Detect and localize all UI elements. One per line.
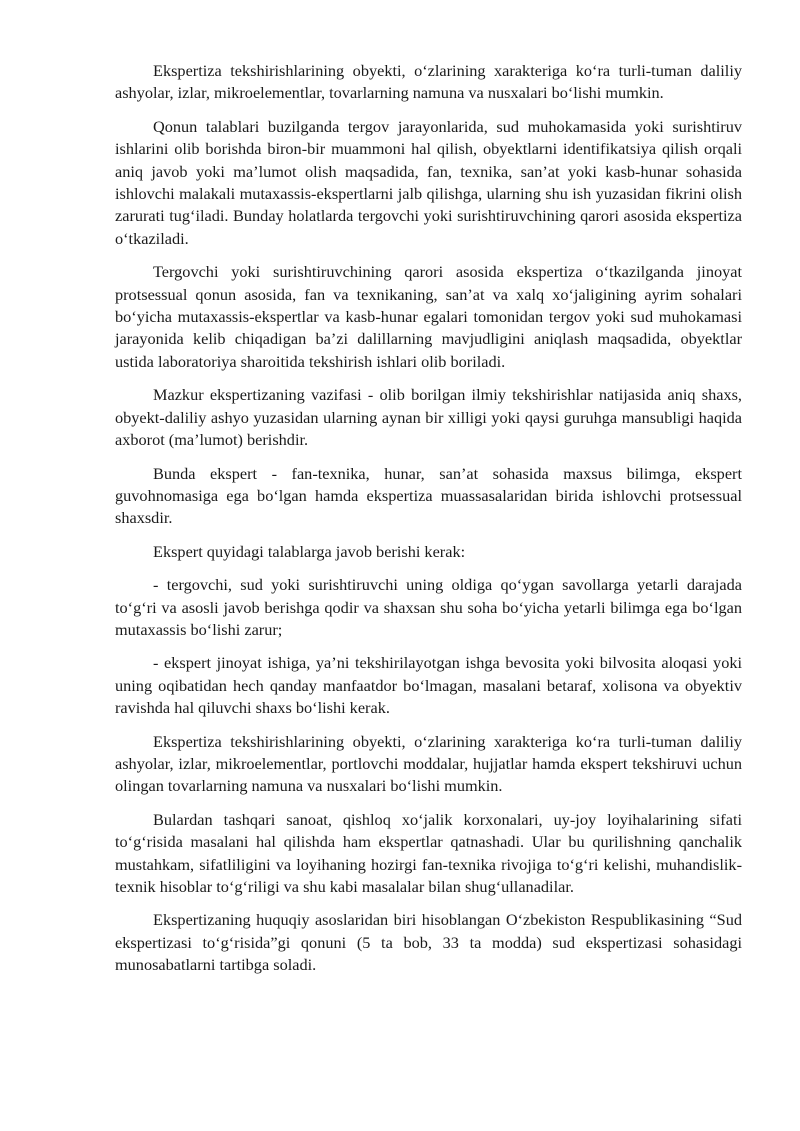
list-item-requirement-2: - ekspert jinoyat ishiga, ya’ni tekshirilayotgan ishga bevosita yoki bilvosita aloqasi yoki uning oqibatidan hech qanday manfaatdor bo‘lmagan, masalani betaraf, xolisona va obyektiv ravishda hal qiluvchi shaxs bo‘lishi kerak.	[115, 653, 742, 718]
paragraph-legal-basis: Ekspertizaning huquqiy asoslaridan biri hisoblangan O‘zbekiston Respublikasining “Sud ekspertizasi to‘g‘risida”gi qonuni (5 ta bob, 33 ta modda) sud ekspertizasi sohasidagi munosabatlarni tartibga soladi.	[115, 910, 742, 975]
paragraph-expertise-task: Mazkur ekspertizaning vazifasi - olib borilgan ilmiy tekshirishlar natijasida aniq shaxs, obyekt-daliliy ashyo yuzasidan ularning aynan bir xilligi yoki qaysi guruhga mansubligi haqida axborot (ma’lumot) berishdir.	[115, 385, 742, 450]
paragraph-investigator-decision: Tergovchi yoki surishtiruvchining qarori asosida ekspertiza o‘tkazilganda jinoyat protsessual qonun asosida, fan va texnikaning, san’at va xalq xo‘jaligining ayrim sohalari bo‘yicha mutaxassis-ekspertlar va kasb-hunar egalari tomonidan tergov yoki sud muhokamasi jarayonida kelib chiqadigan ba’zi dalillarning mavjudligini aniqlash maqsadida, obyektlar ustida laboratoriya sharoitida tekshirish ishlari olib boriladi.	[115, 262, 742, 371]
document-page	[115, 60, 742, 988]
paragraph-expert-definition: Bunda ekspert - fan-texnika, hunar, san’at sohasida maxsus bilimga, ekspert guvohnomasiga ega bo‘lgan hamda ekspertiza muassasalaridan birida ishlovchi protsessual shaxsdir.	[115, 463, 742, 528]
paragraph-object-of-expertise-extended: Ekspertiza tekshirishlarining obyekti, o‘zlarining xarakteriga ko‘ra turli-tuman daliliy ashyolar, izlar, mikroelementlar, portlovchi moddalar, hujjatlar hamda ekspert tekshiruvi uchun olingan tovarlarning namuna va nusxalari bo‘lishi mumkin.	[115, 731, 742, 796]
paragraph-object-of-expertise: Ekspertiza tekshirishlarining obyekti, o‘zlarining xarakteriga ko‘ra turli-tuman daliliy ashyolar, izlar, mikroelementlar, tovarlarning namuna va nusxalari bo‘lishi mumkin.	[115, 61, 742, 103]
paragraph-law-violation: Qonun talablari buzilganda tergov jarayonlarida, sud muhokamasida yoki surishtiruv ishlarini olib borishda biron-bir muammoni hal qilish, obyektlarni identifikatsiya qilish orqali aniq javob yoki ma’lumot olish maqsadida, fan, texnika, san’at yoki kasb-hunar sohasida ishlovchi malakali mutaxassis-ekspertlarni jalb qilishga, ularning shu ish yuzasidan fikrini olish zarurati tug‘iladi. Bunday holatlarda tergovchi yoki surishtiruvchining qarori asosida ekspertiza o‘tkaziladi.	[115, 116, 742, 248]
paragraph-industry-experts: Bulardan tashqari sanoat, qishloq xo‘jalik korxonalari, uy-joy loyihalarining sifati to‘g‘risida masalani hal qilishda ham ekspertlar qatnashadi. Ular bu qurilishning qanchalik mustahkam, sifatliligini va loyihaning hozirgi fan-texnika rivojiga to‘g‘ri kelishi, muhandislik-texnik hisoblar to‘g‘riligi va shu kabi masalalar bilan shug‘ullanadilar.	[115, 809, 742, 896]
list-item-requirement-1: - tergovchi, sud yoki surishtiruvchi uning oldiga qo‘ygan savollarga yetarli darajada to‘g‘ri va asosli javob berishga qodir va shaxsan shu soha bo‘yicha yetarli bilimga ega bo‘lgan mutaxassis bo‘lishi zarur;	[115, 575, 742, 639]
paragraph-expert-requirements-intro: Ekspert quyidagi talablarga javob berishi kerak:	[153, 541, 466, 561]
